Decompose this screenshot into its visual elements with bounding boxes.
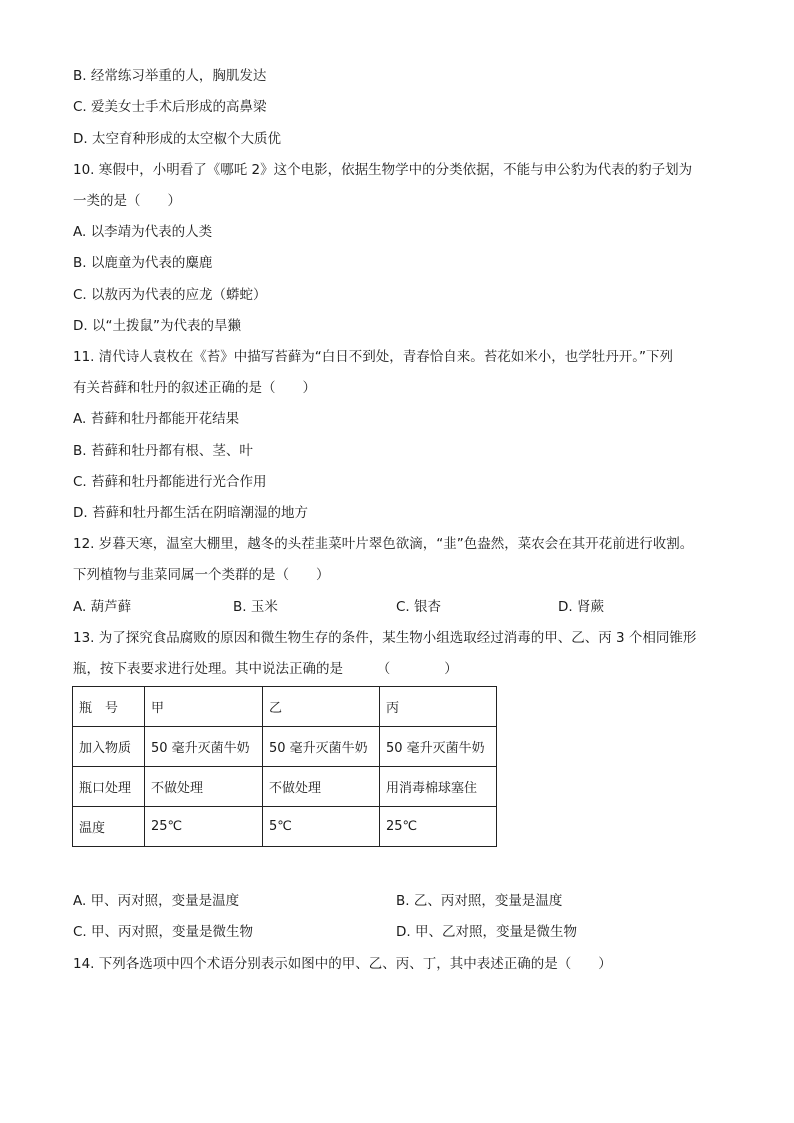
q10-option-c: C. 以敖丙为代表的应龙（蟒蛇） [73, 287, 267, 303]
table-cell: 温度 [73, 807, 145, 847]
q11-option-d: D. 苔藓和牡丹都生活在阴暗潮湿的地方 [73, 505, 308, 521]
table-cell: 50 毫升灭菌牛奶 [263, 727, 380, 767]
table-cell: 用消毒棉球塞住 [380, 767, 497, 807]
q10-option-a: A. 以李靖为代表的人类 [73, 224, 213, 240]
q9-option-d: D. 太空育种形成的太空椒个大质优 [73, 131, 281, 147]
q10-option-b: B. 以鹿童为代表的麋鹿 [73, 255, 213, 271]
table-cell: 5℃ [263, 807, 380, 847]
q10-stem-line2: 一类的是（ ） [73, 193, 181, 209]
table-cell: 加入物质 [73, 727, 145, 767]
table-cell: 丙 [380, 687, 497, 727]
q10-stem-line1: 10. 寒假中，小明看了《哪吒 2》这个电影，依据生物学中的分类依据，不能与申公豹为代表的豹子划为 [73, 162, 693, 178]
q9-option-b: B. 经常练习举重的人，胸肌发达 [73, 68, 267, 84]
table-cell: 乙 [263, 687, 380, 727]
q13-option-c: C. 甲、丙对照，变量是微生物 [73, 924, 254, 940]
table-cell: 瓶 号 [73, 687, 145, 727]
table-cell: 瓶口处理 [73, 767, 145, 807]
q12-stem-line2: 下列植物与韭菜同属一个类群的是（ ） [73, 567, 330, 583]
table-row [73, 727, 497, 767]
q13-option-b: B. 乙、丙对照，变量是温度 [396, 893, 563, 909]
q9-option-c: C. 爱美女士手术后形成的高鼻梁 [73, 99, 267, 115]
q13-option-a: A. 甲、丙对照，变量是温度 [73, 893, 240, 909]
q14-stem: 14. 下列各选项中四个术语分别表示如图中的甲、乙、丙、丁，其中表述正确的是（ ） [73, 956, 612, 972]
experiment-table [72, 686, 497, 847]
q11-stem-line2: 有关苔藓和牡丹的叙述正确的是（ ） [73, 380, 316, 396]
q12-option-a: A. 葫芦藓 [73, 599, 132, 615]
table-header-row [73, 687, 497, 727]
table-cell: 甲 [145, 687, 263, 727]
table-cell: 25℃ [380, 807, 497, 847]
q13-stem-line1: 13. 为了探究食品腐败的原因和微生物生存的条件，某生物小组选取经过消毒的甲、乙、丙 3 个相同锥形 [73, 630, 697, 646]
q13-option-d: D. 甲、乙对照，变量是微生物 [396, 924, 577, 940]
q11-option-b: B. 苔藓和牡丹都有根、茎、叶 [73, 443, 253, 459]
q12-stem-line1: 12. 岁暮天寒，温室大棚里，越冬的头茬韭菜叶片翠色欲滴，“韭”色盎然，菜农会在其开花前进行收割。 [73, 536, 694, 552]
q12-option-c: C. 银杏 [396, 599, 442, 615]
table-row [73, 807, 497, 847]
table-cell: 50 毫升灭菌牛奶 [380, 727, 497, 767]
q11-option-c: C. 苔藓和牡丹都能进行光合作用 [73, 474, 267, 490]
table-cell: 25℃ [145, 807, 263, 847]
q13-stem-line2: 瓶，按下表要求进行处理。其中说法正确的是 （ ） [73, 661, 458, 677]
table-cell: 不做处理 [145, 767, 263, 807]
q10-option-d: D. 以“土拨鼠”为代表的旱獭 [73, 318, 241, 334]
q11-option-a: A. 苔藓和牡丹都能开花结果 [73, 411, 240, 427]
q12-option-d: D. 肾蕨 [558, 599, 604, 615]
q11-stem-line1: 11. 清代诗人袁枚在《苔》中描写苔藓为“白日不到处，青春恰自来。苔花如米小，也学牡丹开。”下列 [73, 349, 673, 365]
q12-option-b: B. 玉米 [233, 599, 278, 615]
table-row [73, 767, 497, 807]
table-cell: 50 毫升灭菌牛奶 [145, 727, 263, 767]
table-cell: 不做处理 [263, 767, 380, 807]
